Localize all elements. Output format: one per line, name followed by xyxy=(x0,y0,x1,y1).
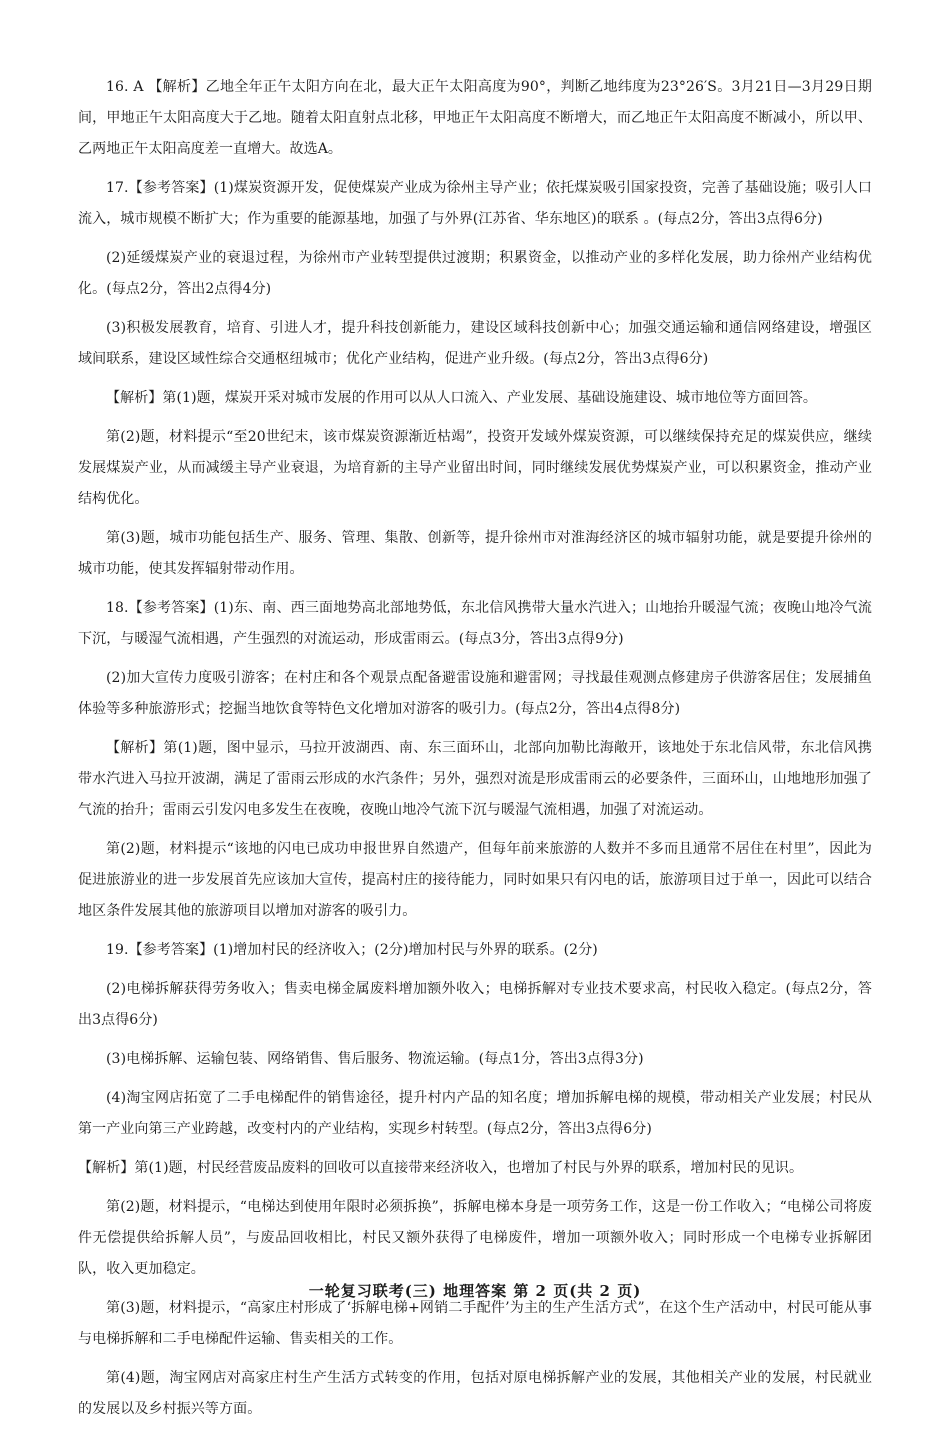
paragraph-q17-analysis-3: 第(3)题，城市功能包括生产、服务、管理、集散、创新等，提升徐州市对淮海经济区的城市辐射功能，就是要提升徐州的城市功能，使其发挥辐射带动作用。 xyxy=(78,530,872,577)
answer-content xyxy=(78,72,872,1433)
paragraph-q19-answer-1: 19.【参考答案】(1)增加村民的经济收入；(2分)增加村民与外界的联系。(2分) xyxy=(106,942,598,958)
paragraph-q17-answer-1: 17.【参考答案】(1)煤炭资源开发，促使煤炭产业成为徐州主导产业；依托煤炭吸引国家投资，完善了基础设施；吸引人口流入，城市规模不断扩大；作为重要的能源基地，加强了与外界(江苏省、华东地区)的联系 。(每点2分，答出3点得6分) xyxy=(78,180,872,227)
paragraph-q17-analysis-1: 【解析】第(1)题，煤炭开采对城市发展的作用可以从人口流入、产业发展、基础设施建设、城市地位等方面回答。 xyxy=(106,390,818,406)
paragraph-q18-analysis-1: 【解析】第(1)题，图中显示，马拉开波湖西、南、东三面环山，北部向加勒比海敞开，该地处于东北信风带，东北信风携带水汽进入马拉开波湖，满足了雷雨云形成的水汽条件；另外，强烈对流是形成雷雨云的必要条件，三面环山，山地地形加强了气流的抬升；雷雨云引发闪电多发生在夜晚，夜晚山地冷气流下沉与暖湿气流相遇，加强了对流运动。 xyxy=(78,740,872,818)
paragraph-q17-answer-2: (2)延缓煤炭产业的衰退过程，为徐州市产业转型提供过渡期；积累资金，以推动产业的多样化发展，助力徐州产业结构优化。(每点2分，答出2点得4分) xyxy=(78,250,872,297)
paragraph-q19-analysis-3: 第(3)题，材料提示，“高家庄村形成了‘拆解电梯+网销二手配件’为主的生产生活方式”，在这个生产活动中，村民可能从事与电梯拆解和二手电梯配件运输、售卖相关的工作。 xyxy=(78,1300,872,1347)
paragraph-q19-analysis-4: 第(4)题，淘宝网店对高家庄村生产生活方式转变的作用，包括对原电梯拆解产业的发展，其他相关产业的发展，村民就业的发展以及乡村振兴等方面。 xyxy=(78,1370,872,1417)
paragraph-q17-analysis-2: 第(2)题，材料提示“至20世纪末，该市煤炭资源渐近枯竭”，投资开发域外煤炭资源，可以继续保持充足的煤炭供应，继续发展煤炭产业，从而减缓主导产业衰退，为培育新的主导产业留出时间，同时继续发展优势煤炭产业，可以积累资金，推动产业结构优化。 xyxy=(78,429,872,507)
paragraph-q19-answer-4: (4)淘宝网店拓宽了二手电梯配件的销售途径，提升村内产品的知名度；增加拆解电梯的规模，带动相关产业发展；村民从第一产业向第三产业跨越，改变村内的产业结构，实现乡村转型。(每点2分，答出3点得6分) xyxy=(78,1090,872,1137)
paragraph-q18-analysis-2: 第(2)题，材料提示“该地的闪电已成功申报世界自然遗产，但每年前来旅游的人数并不多而且通常不居住在村里”，因此为促进旅游业的进一步发展首先应该加大宣传，提高村庄的接待能力，同时如果只有闪电的话，旅游项目过于单一，因此可以结合地区条件发展其他的旅游项目以增加对游客的吸引力。 xyxy=(78,841,872,919)
paragraph-q18-answer-1: 18.【参考答案】(1)东、南、西三面地势高北部地势低，东北信风携带大量水汽进入；山地抬升暖湿气流；夜晚山地冷气流下沉，与暖湿气流相遇，产生强烈的对流运动，形成雷雨云。(每点3分，答出3点得9分) xyxy=(78,600,872,647)
paragraph-q19-answer-2: (2)电梯拆解获得劳务收入；售卖电梯金属废料增加额外收入；电梯拆解对专业技术要求高，村民收入稳定。(每点2分，答出3点得6分) xyxy=(78,981,872,1028)
paragraph-q18-answer-2: (2)加大宣传力度吸引游客；在村庄和各个观景点配备避雷设施和避雷网；寻找最佳观测点修建房子供游客居住；发展捕鱼体验等多种旅游形式；挖掘当地饮食等特色文化增加对游客的吸引力。(每点2分，答出4点得8分) xyxy=(78,670,872,717)
paragraph-q19-analysis-2: 第(2)题，材料提示，“电梯达到使用年限时必须拆换”，拆解电梯本身是一项劳务工作，这是一份工作收入；“电梯公司将废件无偿提供给拆解人员”，与废品回收相比，村民又额外获得了电梯废件，增加一项额外收入；同时形成一个电梯专业拆解团队，收入更加稳定。 xyxy=(78,1199,872,1277)
paragraph-q19-analysis-1: 【解析】第(1)题，村民经营废品废料的回收可以直接带来经济收入，也增加了村民与外界的联系，增加村民的见识。 xyxy=(78,1160,804,1176)
paragraph-q19-answer-3: (3)电梯拆解、运输包装、网络销售、售后服务、物流运输。(每点1分，答出3点得3分) xyxy=(106,1051,644,1067)
paragraph-q17-answer-3: (3)积极发展教育，培育、引进人才，提升科技创新能力，建设区域科技创新中心；加强交通运输和通信网络建设，增强区域间联系，建设区域性综合交通枢纽城市；优化产业结构，促进产业升级。(每点2分，答出3点得6分) xyxy=(78,320,872,367)
paragraph-q16: 16. A 【解析】乙地全年正午太阳方向在北，最大正午太阳高度为90°，判断乙地纬度为23°26′S。3月21日—3月29日期间，甲地正午太阳高度大于乙地。随着太阳直射点北移，甲地正午太阳高度不断增大，而乙地正午太阳高度不断减小，所以甲、乙两地正午太阳高度差一直增大。故选A。 xyxy=(78,79,872,157)
page-footer: 一轮复习联考(三) 地理答案 第 2 页(共 2 页) xyxy=(308,1282,642,1300)
